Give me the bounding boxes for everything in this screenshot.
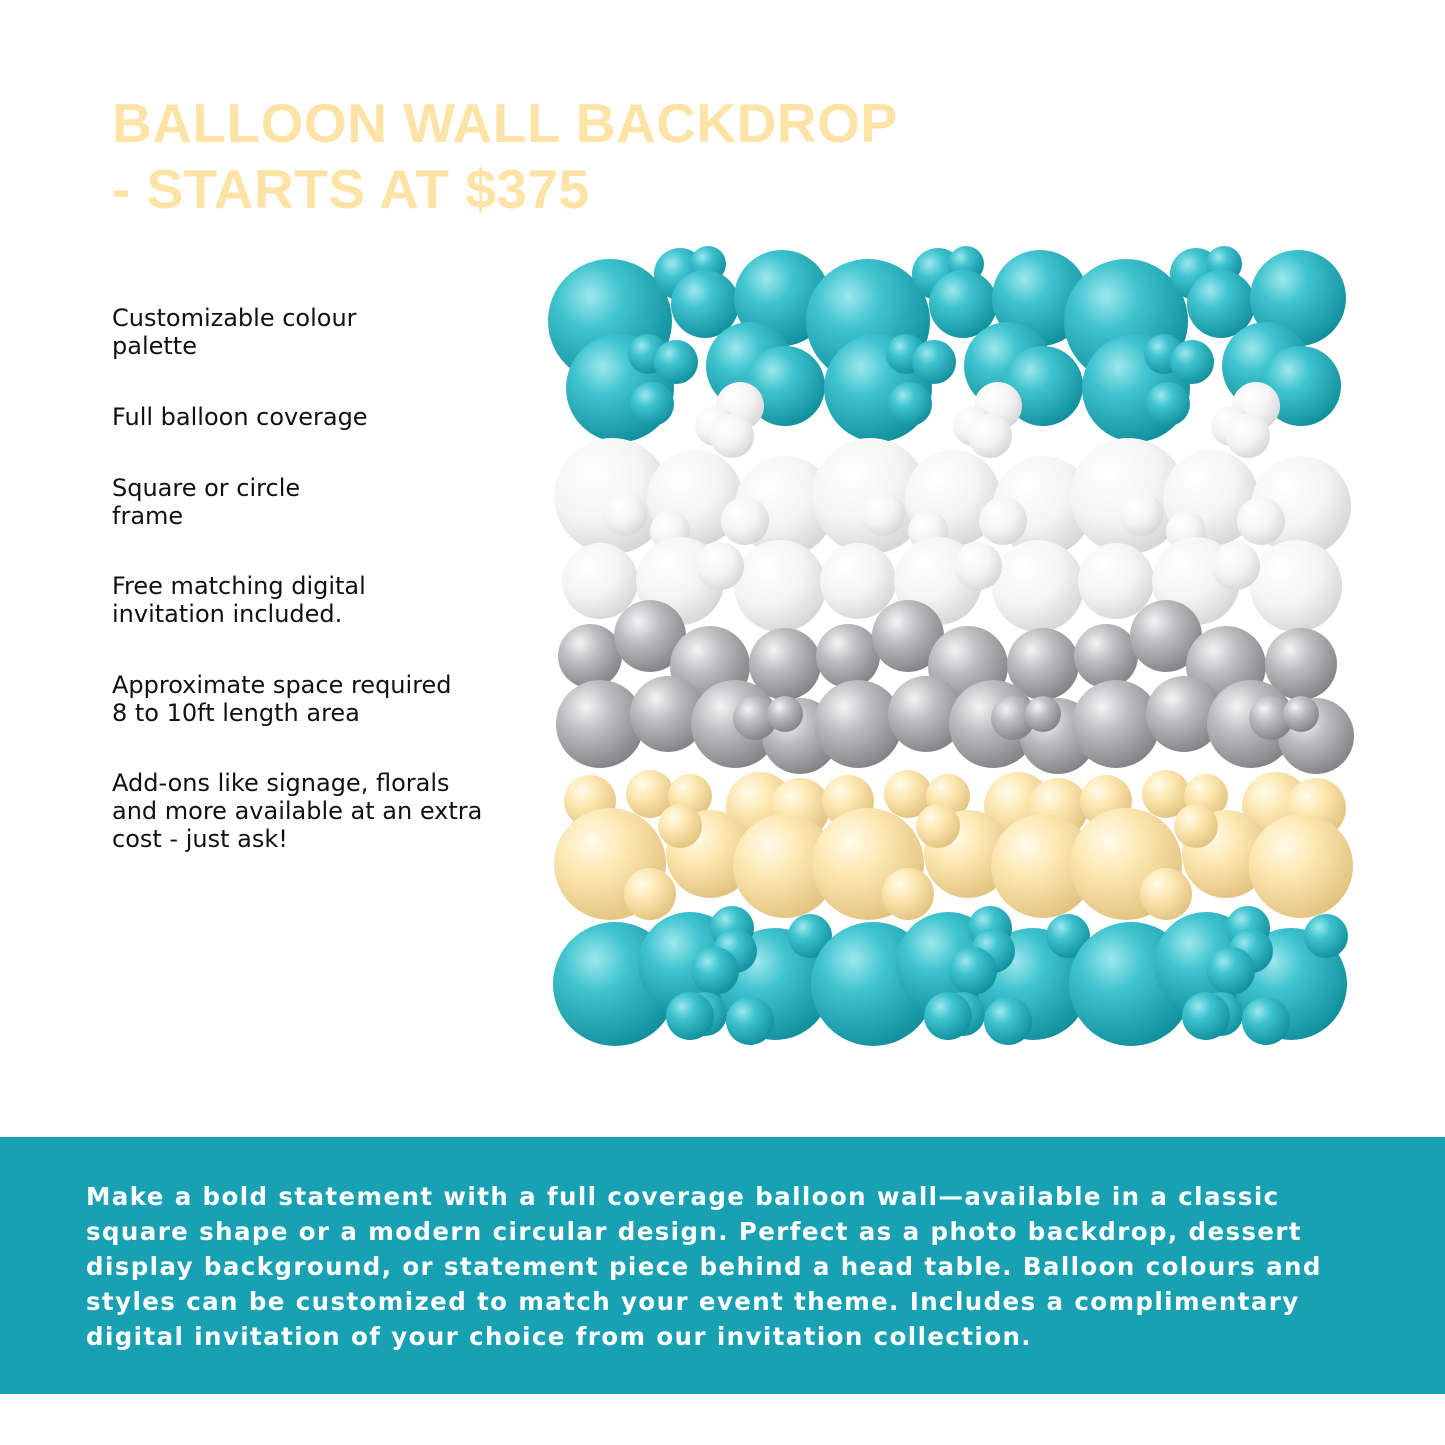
feature-item-frame bbox=[112, 474, 300, 530]
description-banner bbox=[0, 1137, 1445, 1394]
description-line: digital invitation of your choice from our invitation collection. bbox=[86, 1322, 1033, 1351]
feature-text: 8 to 10ft length area bbox=[112, 699, 360, 727]
balloon bbox=[882, 868, 934, 920]
balloon bbox=[1304, 914, 1348, 958]
description-line: Make a bold statement with a full coverage balloon wall—available in a classic bbox=[86, 1182, 1280, 1211]
balloon bbox=[816, 624, 880, 688]
balloon bbox=[1237, 497, 1285, 545]
balloon bbox=[721, 497, 769, 545]
balloon bbox=[979, 497, 1027, 545]
description-line: square shape or a modern circular design. Perfect as a photo backdrop, dessert bbox=[86, 1217, 1303, 1246]
description-line: styles can be customized to match your event theme. Includes a complimentary bbox=[86, 1287, 1300, 1316]
feature-text: cost - just ask! bbox=[112, 825, 288, 853]
balloon bbox=[1140, 868, 1192, 920]
page-title bbox=[112, 90, 932, 222]
balloon bbox=[984, 997, 1032, 1045]
feature-item-invitation bbox=[112, 572, 366, 628]
balloon bbox=[691, 947, 739, 995]
balloon bbox=[1249, 814, 1353, 918]
balloon bbox=[912, 340, 956, 384]
balloon bbox=[820, 543, 896, 619]
balloon bbox=[1250, 540, 1342, 632]
balloon bbox=[654, 340, 698, 384]
balloon bbox=[1207, 947, 1255, 995]
balloon bbox=[1119, 492, 1163, 536]
feature-text: Add-ons like signage, florals bbox=[112, 769, 450, 797]
balloon bbox=[658, 804, 702, 848]
balloon bbox=[630, 382, 674, 426]
balloon bbox=[992, 540, 1084, 632]
balloon bbox=[861, 492, 905, 536]
balloon bbox=[814, 680, 902, 768]
feature-text: Free matching digital bbox=[112, 572, 366, 600]
balloon bbox=[1146, 382, 1190, 426]
balloon bbox=[1226, 414, 1270, 458]
balloon bbox=[1025, 696, 1061, 732]
feature-text: Customizable colour bbox=[112, 304, 357, 332]
feature-text: Square or circle bbox=[112, 474, 301, 502]
balloon bbox=[954, 542, 1002, 590]
feature-text: invitation included. bbox=[112, 600, 343, 628]
balloon bbox=[767, 696, 803, 732]
balloon bbox=[696, 542, 744, 590]
balloon bbox=[666, 992, 714, 1040]
feature-item-coverage bbox=[112, 403, 368, 431]
balloon bbox=[1072, 680, 1160, 768]
balloon-cluster bbox=[548, 246, 1354, 1046]
balloon bbox=[949, 947, 997, 995]
balloon bbox=[888, 382, 932, 426]
feature-text: Approximate space required bbox=[112, 671, 452, 699]
title-line-1: BALLOON WALL BACKDROP bbox=[112, 92, 898, 154]
balloon bbox=[924, 992, 972, 1040]
feature-text: frame bbox=[112, 502, 184, 530]
feature-item-colour-palette bbox=[112, 304, 357, 360]
feature-item-addons bbox=[112, 769, 482, 853]
balloon bbox=[558, 624, 622, 688]
balloon bbox=[624, 868, 676, 920]
balloon bbox=[603, 492, 647, 536]
feature-text: Full balloon coverage bbox=[112, 403, 368, 431]
balloon bbox=[1182, 992, 1230, 1040]
balloon bbox=[726, 997, 774, 1045]
feature-text: palette bbox=[112, 332, 197, 360]
balloon bbox=[1170, 340, 1214, 384]
balloon bbox=[1174, 804, 1218, 848]
title-line-2: - STARTS AT $375 bbox=[112, 158, 590, 220]
balloon bbox=[562, 543, 638, 619]
description-line: display background, or statement piece behind a head table. Balloon colours and bbox=[86, 1252, 1322, 1281]
balloon bbox=[1242, 997, 1290, 1045]
balloon-wall-image bbox=[540, 236, 1370, 1066]
feature-text: and more available at an extra bbox=[112, 797, 483, 825]
balloon bbox=[1283, 696, 1319, 732]
balloon bbox=[710, 414, 754, 458]
balloon bbox=[916, 804, 960, 848]
balloon bbox=[968, 414, 1012, 458]
balloon bbox=[1212, 542, 1260, 590]
description-text bbox=[86, 1179, 1376, 1354]
balloon bbox=[1074, 624, 1138, 688]
balloon bbox=[1078, 543, 1154, 619]
balloon bbox=[556, 680, 644, 768]
feature-item-space bbox=[112, 671, 452, 727]
balloon bbox=[734, 540, 826, 632]
